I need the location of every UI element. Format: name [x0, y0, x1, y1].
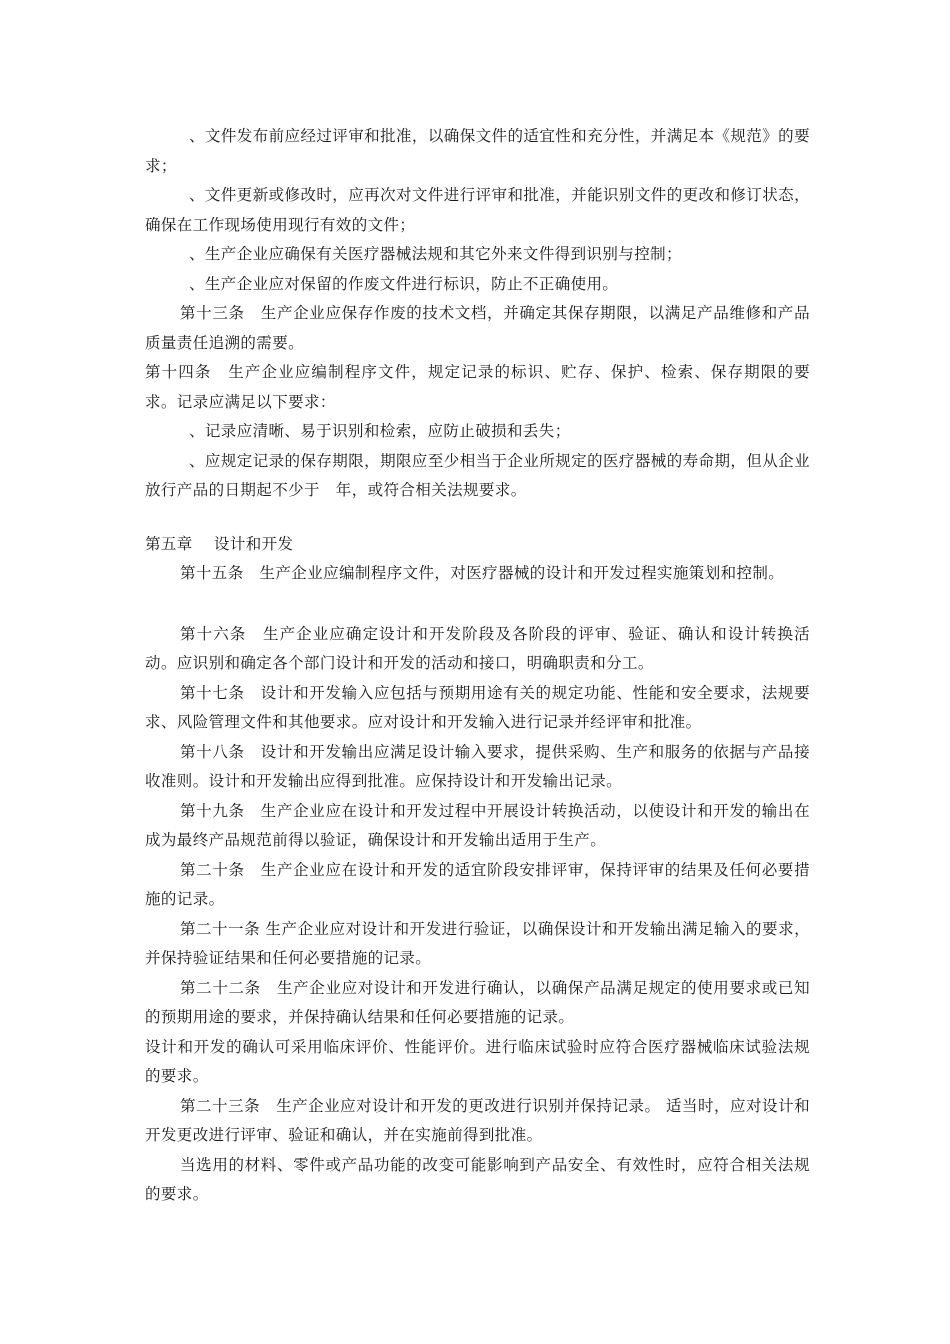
- article-17: 第十七条 设计和开发输入应包括与预期用途有关的规定功能、性能和安全要求，法规要求、风险管理文件和其他要求。应对设计和开发输入进行记录并经评审和批准。: [145, 683, 810, 731]
- article-18: 第十八条 设计和开发输出应满足设计输入要求，提供采购、生产和服务的依据与产品接收准则。设计和开发输出应得到批准。应保持设计和开发输出记录。: [145, 742, 810, 790]
- article-23: 第二十三条 生产企业应对设计和开发的更改进行识别并保持记录。 适当时，应对设计和开发更改进行评审、验证和确认，并在实施前得到批准。: [145, 1096, 810, 1144]
- paragraph-gap: [145, 589, 810, 620]
- article-14: 第十四条 生产企业应编制程序文件，规定记录的标识、贮存、保护、检索、保存期限的要求。记录应满足以下要求：: [145, 363, 810, 411]
- article-21: 第二十一条 生产企业应对设计和开发进行验证，以确保设计和开发输出满足输入的要求，并保持验证结果和任何必要措施的记录。: [145, 919, 810, 967]
- document-body: [145, 122, 810, 1210]
- list-item-record-retention: 、应规定记录的保存期限，期限应至少相当于企业所规定的医疗器械的寿命期，但从企业放行产品的日期起不少于 年，或符合相关法规要求。: [145, 451, 810, 499]
- chapter-5-heading: 第五章 设计和开发: [145, 534, 294, 553]
- list-item-record-legibility: 、记录应清晰、易于识别和检索，应防止破损和丢失；: [189, 422, 571, 440]
- article-19: 第十九条 生产企业应在设计和开发过程中开展设计转换活动，以使设计和开发的输出在成为最终产品规范前得以验证，确保设计和开发输出适用于生产。: [145, 801, 810, 849]
- article-13: 第十三条 生产企业应保存作废的技术文档，并确定其保存期限，以满足产品维修和产品质量责任追溯的需要。: [145, 304, 810, 352]
- article-15: 第十五条 生产企业应编制程序文件，对医疗器械的设计和开发过程实施策划和控制。: [180, 564, 785, 582]
- list-item-document-update: 、文件更新或修改时，应再次对文件进行评审和批准，并能识别文件的更改和修订状态，确保在工作现场使用现行有效的文件；: [145, 186, 810, 234]
- article-20: 第二十条 生产企业应在设计和开发的适宜阶段安排评审，保持评审的结果及任何必要措施的记录。: [145, 860, 810, 908]
- list-item-external-documents: 、生产企业应确保有关医疗器械法规和其它外来文件得到识别与控制；: [189, 245, 682, 263]
- article-23-note: 当选用的材料、零件或产品功能的改变可能影响到产品安全、有效性时，应符合相关法规的要求。: [145, 1155, 810, 1203]
- article-22-note: 设计和开发的确认可采用临床评价、性能评价。进行临床试验时应符合医疗器械临床试验法规的要求。: [145, 1037, 810, 1085]
- article-22: 第二十二条 生产企业应对设计和开发进行确认，以确保产品满足规定的使用要求或已知的预期用途的要求，并保持确认结果和任何必要措施的记录。: [145, 978, 810, 1026]
- list-item-document-release: 、文件发布前应经过评审和批准，以确保文件的适宜性和充分性，并满足本《规范》的要求；: [145, 127, 810, 175]
- article-16: 第十六条 生产企业应确定设计和开发阶段及各阶段的评审、验证、确认和设计转换活动。应识别和确定各个部门设计和开发的活动和接口，明确职责和分工。: [145, 624, 810, 672]
- list-item-obsolete-documents: 、生产企业应对保留的作废文件进行标识，防止不正确使用。: [189, 274, 619, 293]
